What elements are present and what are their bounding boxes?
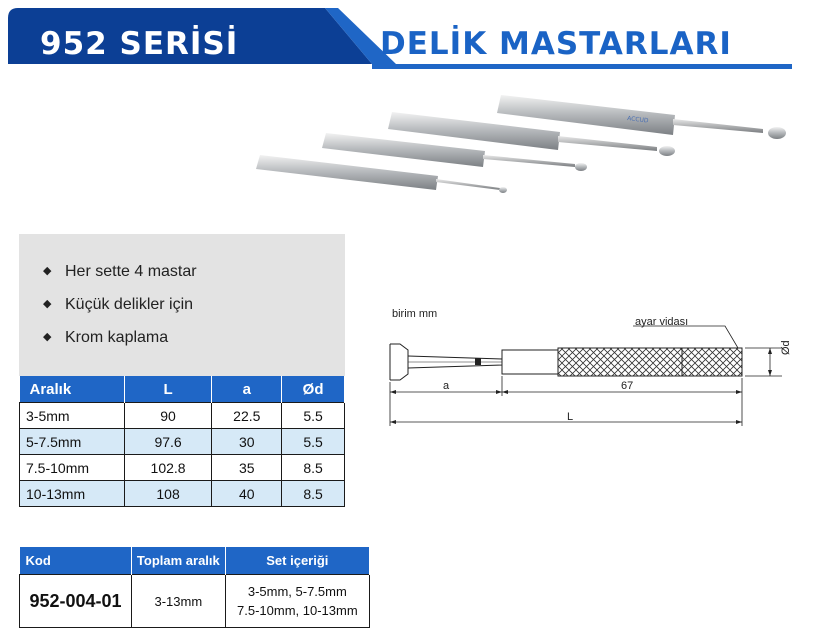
cell: 108 [124, 481, 212, 507]
table-row [20, 403, 345, 429]
cell: 3-5mm [20, 403, 125, 429]
col-d: Ød [282, 376, 345, 403]
feature-item: ◆ Her sette 4 mastar [43, 260, 345, 293]
cell: 90 [124, 403, 212, 429]
brand-logo-1: ACCUD [626, 115, 649, 125]
cell: 40 [212, 481, 282, 507]
contents-line: 7.5-10mm, 10-13mm [237, 603, 358, 618]
col-aralik: Aralık [20, 376, 125, 403]
col-kod: Kod [20, 547, 132, 575]
col-set-icerigi: Set içeriği [225, 547, 369, 575]
screw-label: ayar vidası [635, 316, 689, 328]
spec-table [19, 376, 345, 507]
table-row [20, 481, 345, 507]
dim-d-label: Ød [780, 340, 792, 355]
cell: 8.5 [282, 481, 345, 507]
technical-drawing [380, 300, 800, 440]
cell: 5.5 [282, 429, 345, 455]
series-title: 952 SERİSİ [40, 26, 239, 62]
features-panel [19, 234, 345, 376]
spec-header-row [20, 376, 345, 403]
feature-item: ◆ Küçük delikler için [43, 293, 345, 326]
col-toplam-aralik: Toplam aralık [132, 547, 226, 575]
table-row [20, 429, 345, 455]
cell: 5-7.5mm [20, 429, 125, 455]
cell: 8.5 [282, 455, 345, 481]
dim-L-label: L [567, 411, 574, 423]
cell: 22.5 [212, 403, 282, 429]
product-code: 952-004-01 [20, 575, 132, 628]
cell: 7.5-10mm [20, 455, 125, 481]
dim-67-label: 67 [621, 380, 634, 392]
col-L: L [124, 376, 212, 403]
col-a: a [212, 376, 282, 403]
feature-item: ◆ Krom kaplama [43, 326, 345, 359]
product-title: DELİK MASTARLARI [380, 26, 732, 62]
diamond-bullet-icon: ◆ [43, 331, 52, 343]
cell: 35 [212, 455, 282, 481]
product-photo [255, 85, 800, 205]
cell: 97.6 [124, 429, 212, 455]
code-header-row [20, 547, 370, 575]
table-row [20, 575, 370, 628]
total-range: 3-13mm [132, 575, 226, 628]
unit-label: birim mm [392, 308, 438, 320]
cell: 10-13mm [20, 481, 125, 507]
dim-a-label: a [443, 380, 450, 392]
cell: 5.5 [282, 403, 345, 429]
diamond-bullet-icon: ◆ [43, 265, 52, 277]
contents-line: 3-5mm, 5-7.5mm [247, 584, 347, 599]
code-table [19, 547, 370, 628]
diamond-bullet-icon: ◆ [43, 298, 52, 310]
cell: 102.8 [124, 455, 212, 481]
table-row [20, 455, 345, 481]
cell: 30 [212, 429, 282, 455]
set-contents [225, 575, 369, 628]
